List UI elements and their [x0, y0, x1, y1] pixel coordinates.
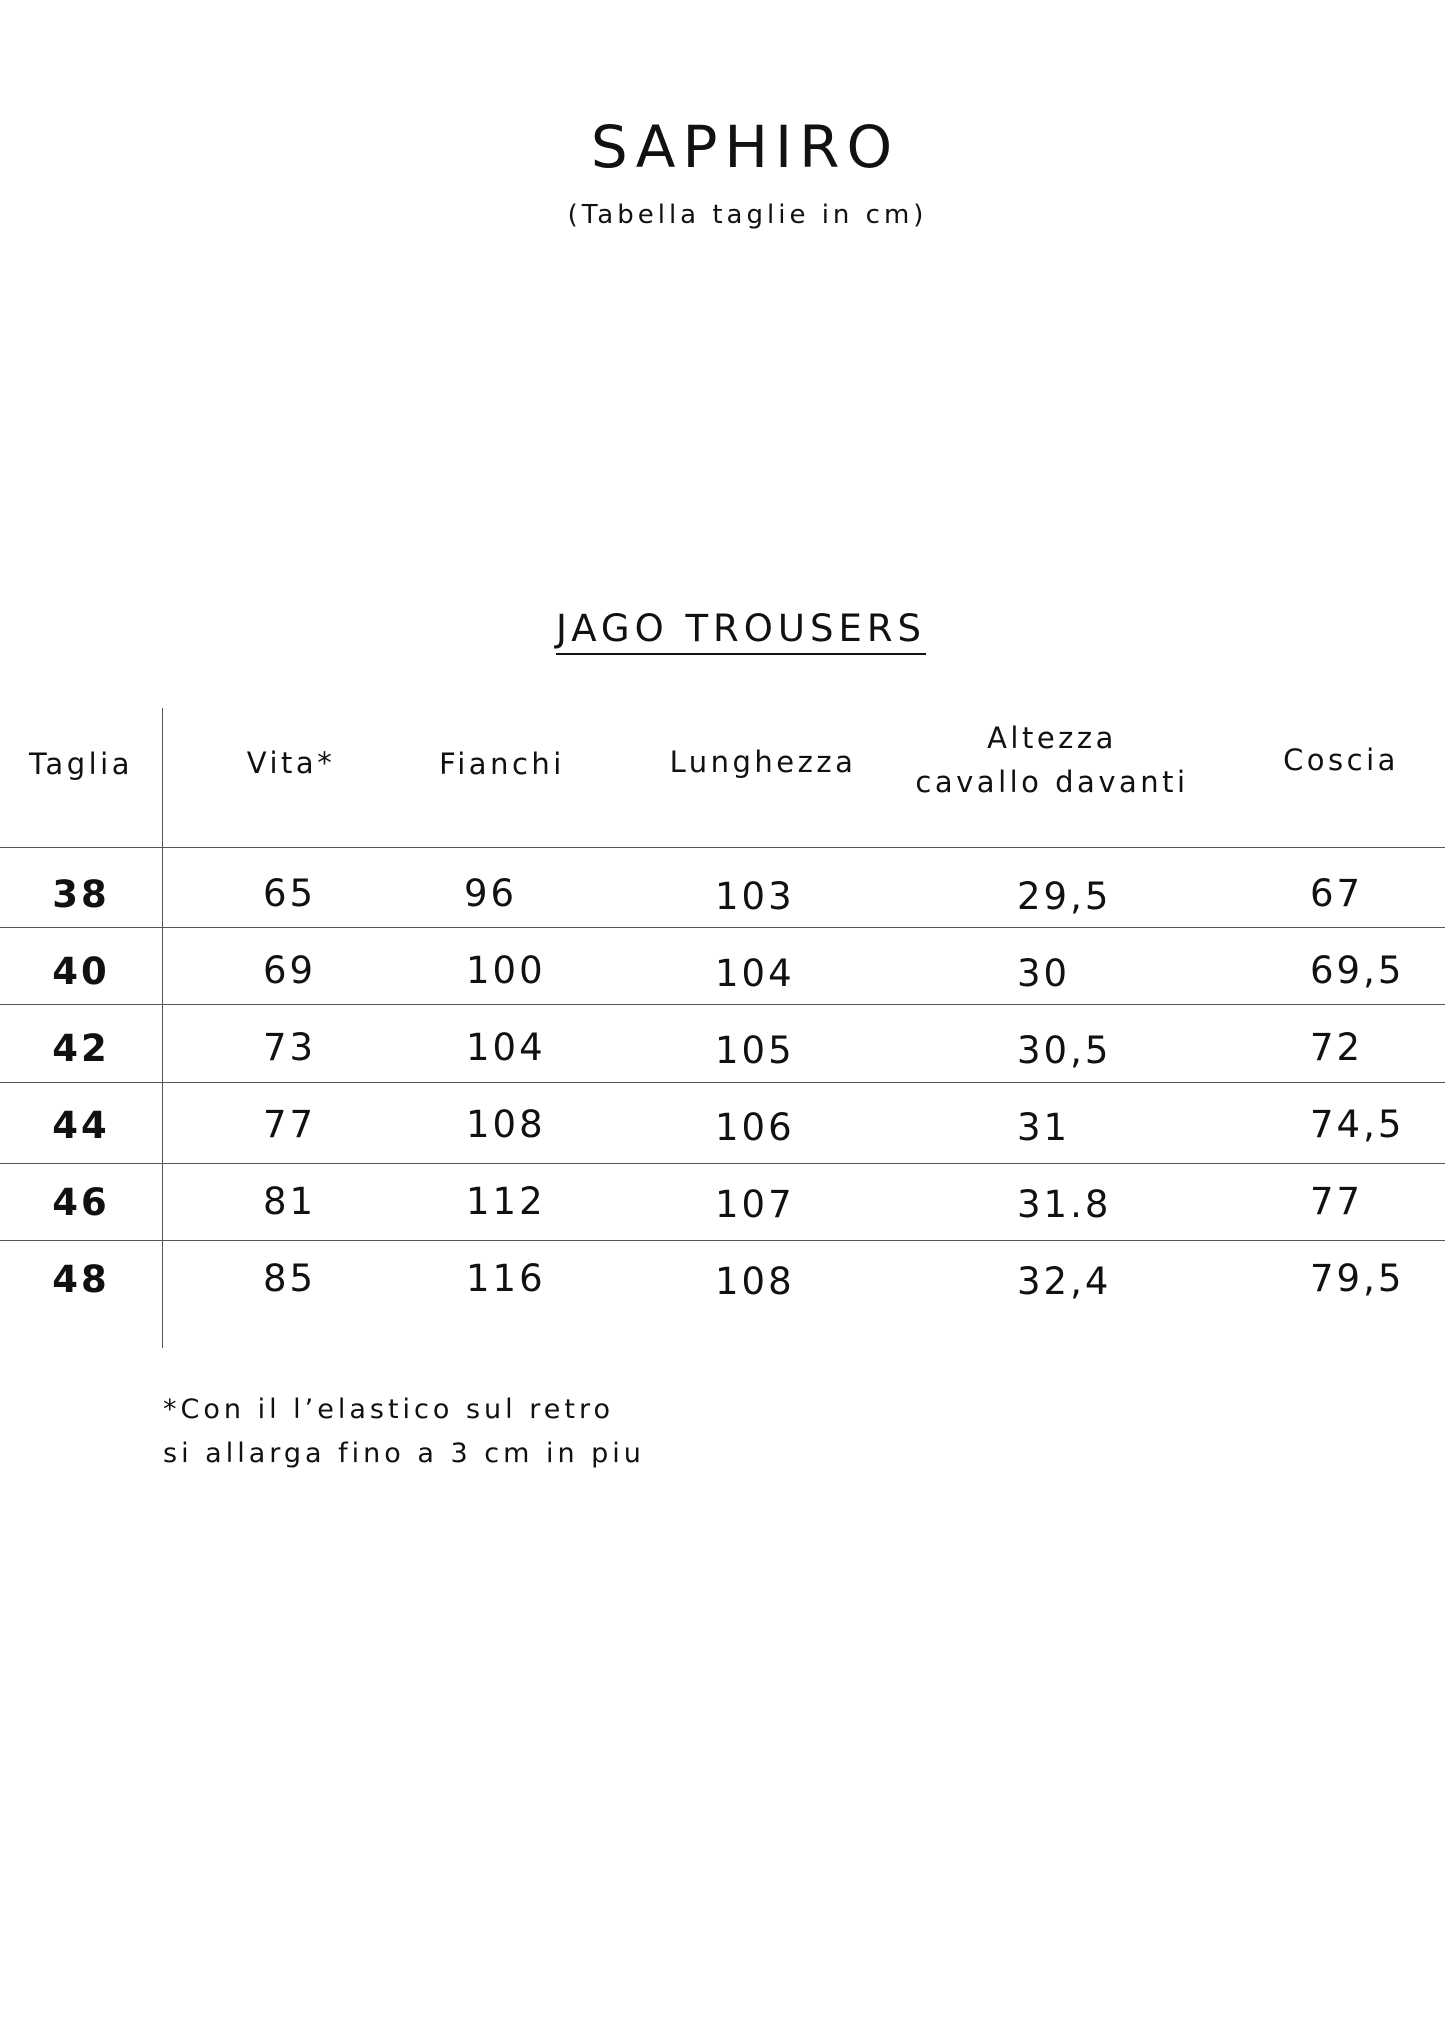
waist-cell: 85	[263, 1257, 317, 1300]
rise-cell: 29,5	[1017, 875, 1112, 918]
header-row-divider	[0, 847, 1445, 848]
hips-cell: 116	[466, 1257, 546, 1300]
length-cell: 108	[715, 1260, 795, 1303]
waist-cell: 77	[263, 1103, 317, 1146]
footnote	[163, 1388, 645, 1476]
thigh-cell: 79,5	[1310, 1257, 1405, 1300]
page-subtitle: (Tabella taglie in cm)	[567, 200, 928, 230]
hips-cell: 108	[466, 1103, 546, 1146]
header-size: Taglia	[29, 747, 133, 781]
hips-cell: 100	[466, 949, 546, 992]
waist-cell: 69	[263, 949, 317, 992]
header-waist: Vita*	[246, 746, 336, 780]
hips-cell: 104	[466, 1026, 546, 1069]
size-cell: 48	[52, 1258, 110, 1301]
thigh-cell: 74,5	[1310, 1103, 1405, 1146]
row-divider	[0, 1082, 1445, 1083]
header-rise	[915, 716, 1188, 804]
rise-cell: 30	[1017, 952, 1071, 995]
size-cell: 42	[52, 1027, 110, 1070]
rise-cell: 32,4	[1017, 1260, 1112, 1303]
thigh-cell: 67	[1310, 872, 1364, 915]
thigh-cell: 72	[1310, 1026, 1364, 1069]
column-divider	[162, 708, 163, 1348]
header-hips: Fianchi	[439, 747, 565, 781]
product-title-text: JAGO TROUSERS	[556, 610, 926, 655]
header-length: Lunghezza	[669, 745, 857, 779]
rise-cell: 31	[1017, 1106, 1071, 1149]
waist-cell: 73	[263, 1026, 317, 1069]
header-rise-line2: cavallo davanti	[915, 765, 1189, 799]
rise-cell: 30,5	[1017, 1029, 1112, 1072]
row-divider	[0, 927, 1445, 928]
waist-cell: 65	[263, 872, 317, 915]
row-divider	[0, 1240, 1445, 1241]
product-title	[0, 607, 1445, 655]
length-cell: 106	[715, 1106, 795, 1149]
header-thigh: Coscia	[1283, 743, 1399, 777]
brand-title: SAPHIRO	[590, 113, 900, 181]
footnote-line: si allarga fino a 3 cm in piu	[163, 1438, 645, 1469]
length-cell: 104	[715, 952, 795, 995]
length-cell: 103	[715, 875, 795, 918]
rise-cell: 31.8	[1017, 1183, 1112, 1226]
size-cell: 40	[52, 950, 110, 993]
length-cell: 105	[715, 1029, 795, 1072]
size-cell: 44	[52, 1104, 110, 1147]
thigh-cell: 77	[1310, 1180, 1364, 1223]
hips-cell: 96	[464, 872, 518, 915]
hips-cell: 112	[466, 1180, 546, 1223]
row-divider	[0, 1004, 1445, 1005]
header-rise-line1: Altezza	[987, 721, 1117, 755]
thigh-cell: 69,5	[1310, 949, 1405, 992]
size-cell: 38	[52, 873, 110, 916]
size-cell: 46	[52, 1181, 110, 1224]
row-divider	[0, 1163, 1445, 1164]
waist-cell: 81	[263, 1180, 317, 1223]
length-cell: 107	[715, 1183, 795, 1226]
footnote-line: *Con il l’elastico sul retro	[163, 1394, 614, 1425]
